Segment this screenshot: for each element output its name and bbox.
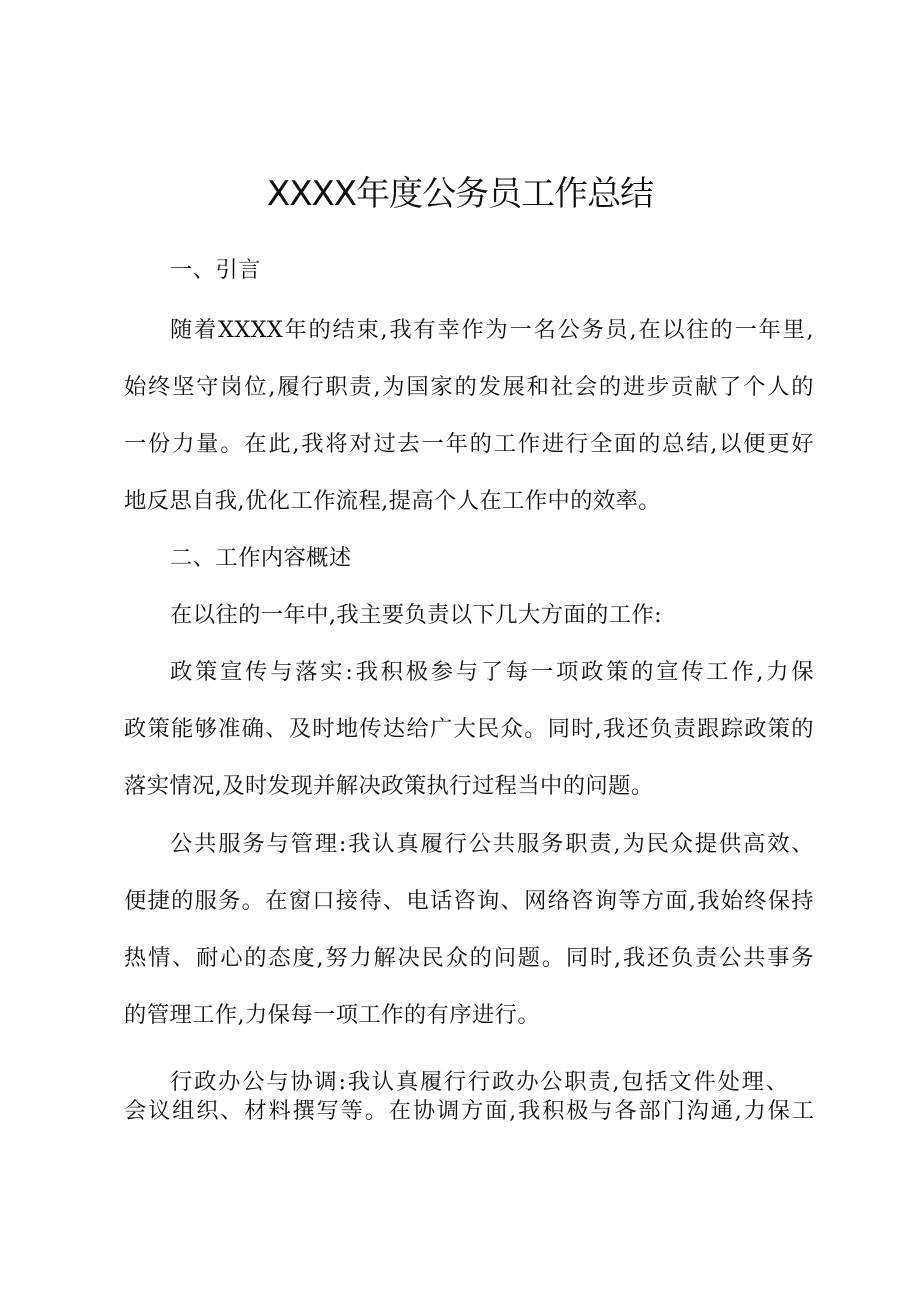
paragraph-line: 政策能够准确、及时地传达给广大民众。同时,我还负责跟踪政策的 xyxy=(124,716,814,742)
paragraph-line: 公共服务与管理:我认真履行公共服务职责,为民众提供高效、 xyxy=(170,831,814,857)
section-heading-intro: 一、引言 xyxy=(170,257,261,283)
paragraph-line: 便捷的服务。在窗口接待、电话咨询、网络咨询等方面,我始终保持 xyxy=(124,888,814,914)
section-heading-overview: 二、工作内容概述 xyxy=(170,545,352,571)
paragraph-line: 随着XXXX年的结束,我有幸作为一名公务员,在以往的一年里, xyxy=(170,317,814,343)
paragraph-line: 始终坚守岗位,履行职责,为国家的发展和社会的进步贡献了个人的 xyxy=(124,374,814,400)
paragraph-line: 的管理工作,力保每一项工作的有序进行。 xyxy=(124,1002,541,1028)
paragraph-line: 政策宣传与落实:我积极参与了每一项政策的宣传工作,力保 xyxy=(170,659,814,685)
paragraph-line: 地反思自我,优化工作流程,提高个人在工作中的效率。 xyxy=(124,488,662,514)
paragraph-line: 热情、耐心的态度,努力解决民众的问题。同时,我还负责公共事务 xyxy=(124,945,814,971)
paragraph-line: 会议组织、材料撰写等。在协调方面,我积极与各部门沟通,力保工 xyxy=(124,1098,814,1124)
paragraph-line: 在以往的一年中,我主要负责以下几大方面的工作: xyxy=(170,602,663,628)
paragraph-line: 落实情况,及时发现并解决政策执行过程当中的问题。 xyxy=(124,773,654,799)
paragraph-line: 行政办公与协调:我认真履行行政办公职责,包括文件处理、 xyxy=(170,1069,788,1095)
document-title: XXXX年度公务员工作总结 xyxy=(266,174,654,214)
paragraph-line: 一份力量。在此,我将对过去一年的工作进行全面的总结,以便更好 xyxy=(124,431,814,457)
